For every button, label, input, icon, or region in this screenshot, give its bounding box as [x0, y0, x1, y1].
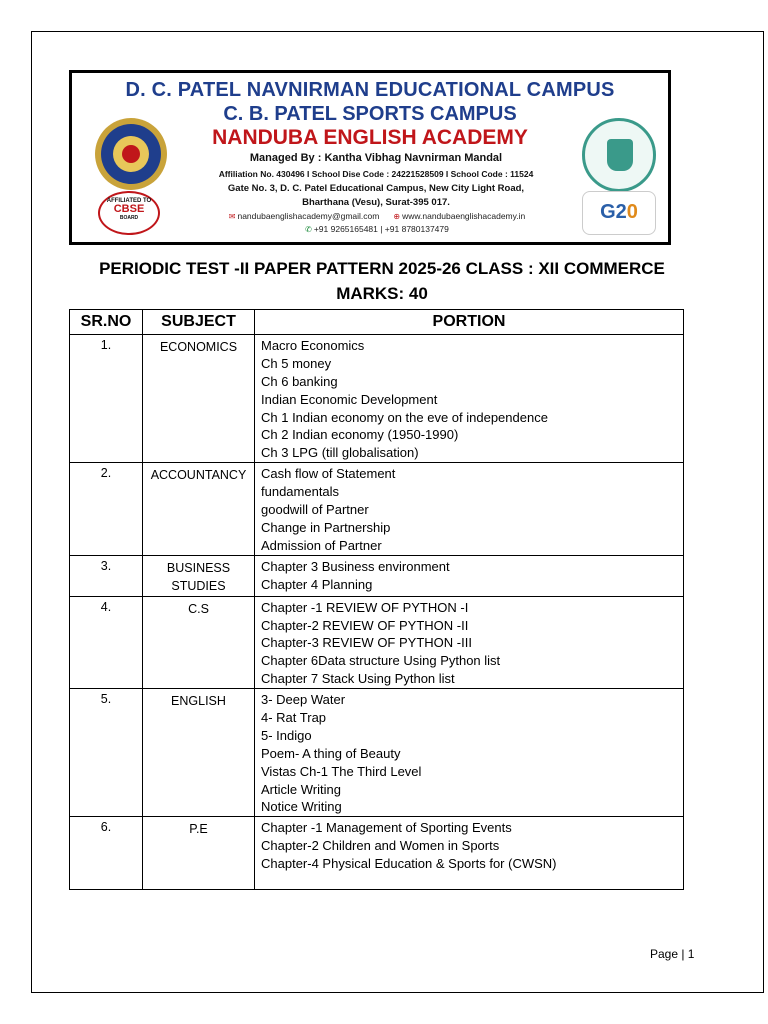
header-sr-no: SR.NO [70, 310, 143, 335]
table-row [70, 817, 684, 890]
portion-list [255, 817, 684, 890]
list-item: Ch 1 Indian economy on the eve of independence [261, 409, 548, 425]
portion-table [69, 309, 684, 890]
list-item: Article Writing [261, 781, 341, 797]
phone-icon: ✆ [305, 225, 312, 234]
sr-no: 3. [70, 555, 143, 596]
subject-line: STUDIES [171, 578, 226, 593]
website: www.nandubaenglishacademy.in [402, 211, 526, 221]
portion-list [255, 689, 684, 817]
list-item: Chapter-3 REVIEW OF PYTHON -III [261, 635, 472, 651]
subject: C.S [143, 596, 255, 688]
list-item: fundamentals [261, 484, 340, 500]
subject-line: BUSINESS [166, 560, 231, 575]
list-item: Chapter 4 Planning [261, 576, 373, 592]
list-item: Ch 5 money [261, 355, 332, 371]
list-item: Ch 3 LPG (till globalisation) [261, 445, 419, 461]
contact-row [192, 211, 562, 221]
list-item: Notice Writing [261, 799, 342, 815]
list-item: 4- Rat Trap [261, 710, 327, 726]
list-item: Chapter -1 Management of Sporting Events [261, 820, 512, 836]
sr-no: 1. [70, 335, 143, 463]
paper-title: PERIODIC TEST -II PAPER PATTERN 2025-26 CLASS : XII COMMERCE [99, 259, 665, 278]
list-item: Macro Economics [261, 338, 365, 353]
table-row [70, 335, 684, 463]
list-item: Indian Economic Development [261, 391, 438, 407]
sr-no: 4. [70, 596, 143, 688]
list-item: Ch 2 Indian economy (1950-1990) [261, 427, 459, 443]
subject: ENGLISH [143, 689, 255, 817]
address-line-2: Bharthana (Vesu), Surat-395 017. [302, 197, 450, 208]
list-item: goodwill of Partner [261, 502, 369, 518]
header-subject: SUBJECT [143, 310, 255, 335]
phone-numbers: +91 9265165481 | +91 8780137479 [313, 224, 449, 234]
campus-name: D. C. PATEL NAVNIRMAN EDUCATIONAL CAMPUS [125, 79, 615, 101]
g20-logo: G20 [582, 191, 656, 235]
subject [143, 555, 255, 596]
list-item: Change in Partnership [261, 519, 391, 535]
list-item: Chapter-2 Children and Women in Sports [261, 838, 500, 854]
table-row [70, 689, 684, 817]
list-item: Chapter 7 Stack Using Python list [261, 671, 455, 687]
header-portion: PORTION [255, 310, 684, 335]
portion-list [255, 335, 684, 463]
email-address: nandubaenglishacademy@gmail.com [237, 211, 380, 221]
school-header-banner [69, 70, 671, 245]
subject: ACCOUNTANCY [143, 463, 255, 555]
sports-campus-name: C. B. PATEL SPORTS CAMPUS [223, 103, 517, 125]
phone-row [192, 224, 562, 234]
list-item: Chapter-4 Physical Education & Sports for (CWSN) [261, 856, 557, 872]
sr-no: 2. [70, 463, 143, 555]
list-item: 3- Deep Water [261, 692, 346, 708]
list-item: 5- Indigo [261, 727, 312, 743]
affiliation-info: Affiliation No. 430496 I School Dise Code : 24221528509 I School Code : 11524 [218, 169, 534, 179]
list-item: Chapter 3 Business environment [261, 558, 450, 574]
cbse-affiliation-badge: AFFILIATED TO CBSE BOARD [98, 191, 160, 235]
list-item: Chapter -1 REVIEW OF PYTHON -I [261, 599, 469, 615]
list-item: Poem- A thing of Beauty [261, 745, 401, 761]
list-item: Chapter-2 REVIEW OF PYTHON -II [261, 617, 469, 633]
portion-list [255, 555, 684, 596]
email-icon: ✉ [228, 212, 236, 221]
portion-list [255, 463, 684, 555]
table-row [70, 463, 684, 555]
list-item: Cash flow of Statement [261, 466, 396, 482]
subject: ECONOMICS [143, 335, 255, 463]
managed-by: Managed By : Kantha Vibhag Navnirman Mandal [249, 152, 503, 164]
sr-no: 6. [70, 817, 143, 890]
sr-no: 5. [70, 689, 143, 817]
page-number: Page | 1 [650, 947, 695, 961]
list-item: Chapter 6Data structure Using Python list [261, 653, 501, 669]
table-row [70, 555, 684, 596]
subject: P.E [143, 817, 255, 890]
list-item: Admission of Partner [261, 537, 382, 553]
list-item: Ch 6 banking [261, 373, 338, 389]
school-name: NANDUBA ENGLISH ACADEMY [212, 126, 528, 149]
globe-icon: ⊕ [393, 212, 401, 221]
marks-label: MARKS: 40 [336, 284, 428, 303]
portion-list [255, 596, 684, 688]
table-row [70, 596, 684, 688]
address-line-1: Gate No. 3, D. C. Patel Educational Campus, New City Light Road, [227, 183, 525, 194]
list-item: Vistas Ch-1 The Third Level [261, 763, 422, 779]
